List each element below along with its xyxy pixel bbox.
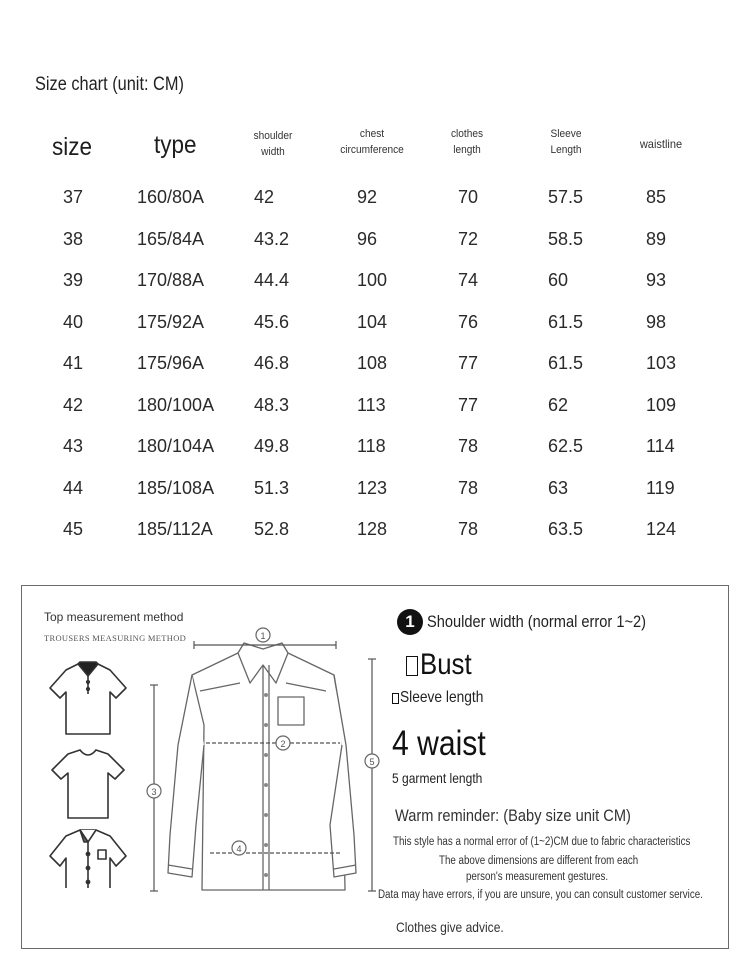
table-cell: 39 (63, 270, 84, 290)
header-shoulder-line2: width (261, 146, 285, 158)
marker-2-icon (276, 736, 290, 750)
table-cell: 96 (357, 228, 378, 249)
table-cell: 119 (646, 477, 675, 498)
note-line-2: The above dimensions are different from each (439, 855, 639, 867)
header-sleeve-line2: Length (550, 144, 582, 156)
legend-sleeve-length: Sleeve length (400, 689, 484, 706)
table-cell: 78 (458, 477, 479, 498)
header-clothes-line1: clothes (450, 128, 484, 140)
table-cell: 42 (254, 187, 275, 207)
header-waistline: waistline (639, 137, 683, 151)
header-sleeve-length (525, 126, 608, 158)
header-chest (331, 126, 414, 158)
marker-5-label: 5 (369, 757, 375, 767)
table-cell: 46.8 (254, 353, 290, 373)
table-cell: 60 (548, 270, 569, 290)
legend-shoulder-width: Shoulder width (normal error 1~2) (427, 612, 647, 631)
table-cell: 104 (357, 311, 388, 332)
table-cell: 51.3 (254, 477, 290, 498)
table-cell: 103 (646, 353, 677, 373)
legend-garment-length: 5 garment length (392, 770, 483, 786)
table-cell: 77 (458, 394, 479, 415)
table-cell: 62.5 (548, 436, 584, 456)
header-shoulder-line1: shoulder (253, 130, 293, 142)
reminder-title: Warm reminder: (Baby size unit CM) (395, 806, 631, 825)
table-cell: 165/84A (137, 228, 205, 249)
table-cell: 185/112A (137, 519, 213, 539)
marker-5-icon (365, 754, 379, 768)
table-cell: 44 (63, 477, 84, 498)
table-cell: 40 (63, 311, 84, 332)
table-cell: 118 (357, 436, 386, 456)
header-size: size (52, 133, 93, 161)
table-cell: 108 (357, 353, 388, 373)
missing-glyph-icon (406, 656, 418, 676)
header-clothes-line2: length (453, 144, 481, 156)
table-cell: 41 (63, 353, 84, 373)
header-clothes-length (426, 126, 509, 158)
table-cell: 72 (458, 228, 479, 249)
table-cell: 128 (357, 519, 388, 539)
button-shirt-icon (50, 830, 126, 888)
table-cell: 123 (357, 477, 388, 498)
table-cell: 124 (646, 519, 677, 539)
table-cell: 43.2 (254, 228, 290, 249)
table-cell: 48.3 (254, 394, 290, 415)
table-cell: 109 (646, 394, 677, 415)
table-cell: 43 (63, 436, 84, 456)
table-cell: 113 (357, 394, 386, 415)
header-type: type (154, 131, 197, 159)
method-title: Top measurement method (44, 610, 184, 624)
legend-marker-1-icon: 1 (397, 609, 423, 635)
table-cell: 57.5 (548, 187, 584, 207)
table-cell: 42 (63, 394, 84, 415)
table-cell: 78 (458, 519, 479, 539)
table-cell: 61.5 (548, 353, 584, 373)
table-cell: 170/88A (137, 270, 205, 290)
table-cell: 58.5 (548, 228, 584, 249)
marker-4-icon (232, 841, 246, 855)
marker-1-label: 1 (260, 631, 266, 641)
note-line-1: This style has a normal error of (1~2)CM due to fabric characteristics (393, 836, 691, 848)
table-cell: 175/92A (137, 311, 205, 332)
marker-3-label: 3 (151, 787, 157, 797)
table-cell: 76 (458, 311, 479, 332)
marker-3-icon (147, 784, 161, 798)
table-cell: 74 (458, 270, 479, 290)
table-cell: 180/100A (137, 394, 215, 415)
table-cell: 63 (548, 477, 569, 498)
table-cell: 63.5 (548, 519, 584, 539)
advice-text: Clothes give advice. (396, 919, 504, 935)
shirt-measurement-diagram (140, 625, 390, 905)
table-cell: 49.8 (254, 436, 290, 456)
chart-title: Size chart (unit: CM) (35, 74, 184, 95)
table-cell: 77 (458, 353, 479, 373)
missing-glyph-small-icon (392, 693, 399, 704)
table-cell: 37 (63, 187, 84, 207)
table-cell: 61.5 (548, 311, 584, 332)
table-cell: 160/80A (137, 187, 205, 207)
legend-bust: Bust (420, 648, 472, 681)
marker-4-label: 4 (236, 844, 242, 854)
marker-2-label: 2 (280, 739, 286, 749)
table-cell: 62 (548, 394, 569, 415)
header-chest-line2: circumference (340, 144, 404, 156)
method-subtitle: TROUSERS MEASURING METHOD (44, 633, 187, 643)
legend-waist: 4 waist (392, 724, 486, 763)
table-cell: 78 (458, 436, 479, 456)
table-cell: 175/96A (137, 353, 205, 373)
table-cell: 89 (646, 228, 667, 249)
table-cell: 44.4 (254, 270, 290, 290)
header-sleeve-line1: Sleeve (550, 128, 582, 140)
table-cell: 185/108A (137, 477, 215, 498)
table-cell: 180/104A (137, 436, 215, 456)
marker-1-icon (256, 628, 270, 642)
table-cell: 45 (63, 519, 84, 539)
table-cell: 100 (357, 270, 388, 290)
table-cell: 38 (63, 228, 84, 249)
header-shoulder-width (232, 128, 315, 160)
table-cell: 114 (646, 436, 675, 456)
table-cell: 45.6 (254, 311, 290, 332)
tshirt-icon (52, 750, 124, 818)
polo-shirt-icon (50, 662, 126, 734)
table-cell: 85 (646, 187, 667, 207)
note-line-3: person's measurement gestures. (466, 871, 609, 883)
garment-icons (44, 658, 132, 888)
table-cell: 70 (458, 187, 479, 207)
table-cell: 98 (646, 311, 667, 332)
table-cell: 52.8 (254, 519, 290, 539)
table-cell: 93 (646, 270, 667, 290)
table-cell: 92 (357, 187, 378, 207)
note-line-4: Data may have errors, if you are unsure, you can consult customer service. (378, 889, 703, 901)
header-chest-line1: chest (359, 128, 385, 140)
